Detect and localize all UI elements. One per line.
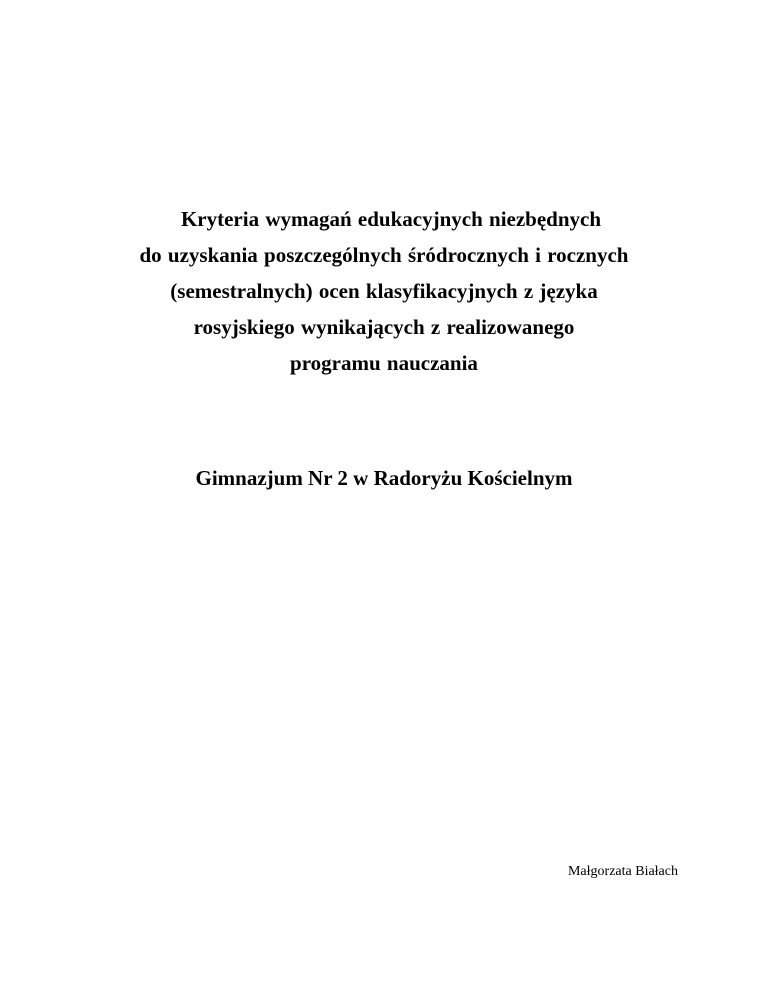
school-name: Gimnazjum Nr 2 w Radoryżu Kościelnym — [195, 466, 573, 490]
title-line-4: rosyjskiego wynikających z realizowanego — [193, 315, 575, 339]
title-line-3: (semestralnych) ocen klasyfikacyjnych z języka — [170, 279, 598, 303]
document-title — [0, 201, 768, 381]
author-name: Małgorzata Białach — [567, 864, 678, 879]
title-line-2: do uzyskania poszczególnych śródrocznych i rocznych — [139, 243, 629, 267]
title-line-5: programu nauczania — [290, 351, 478, 375]
title-line-1: Kryteria wymagań edukacyjnych niezbędnych — [180, 207, 602, 231]
